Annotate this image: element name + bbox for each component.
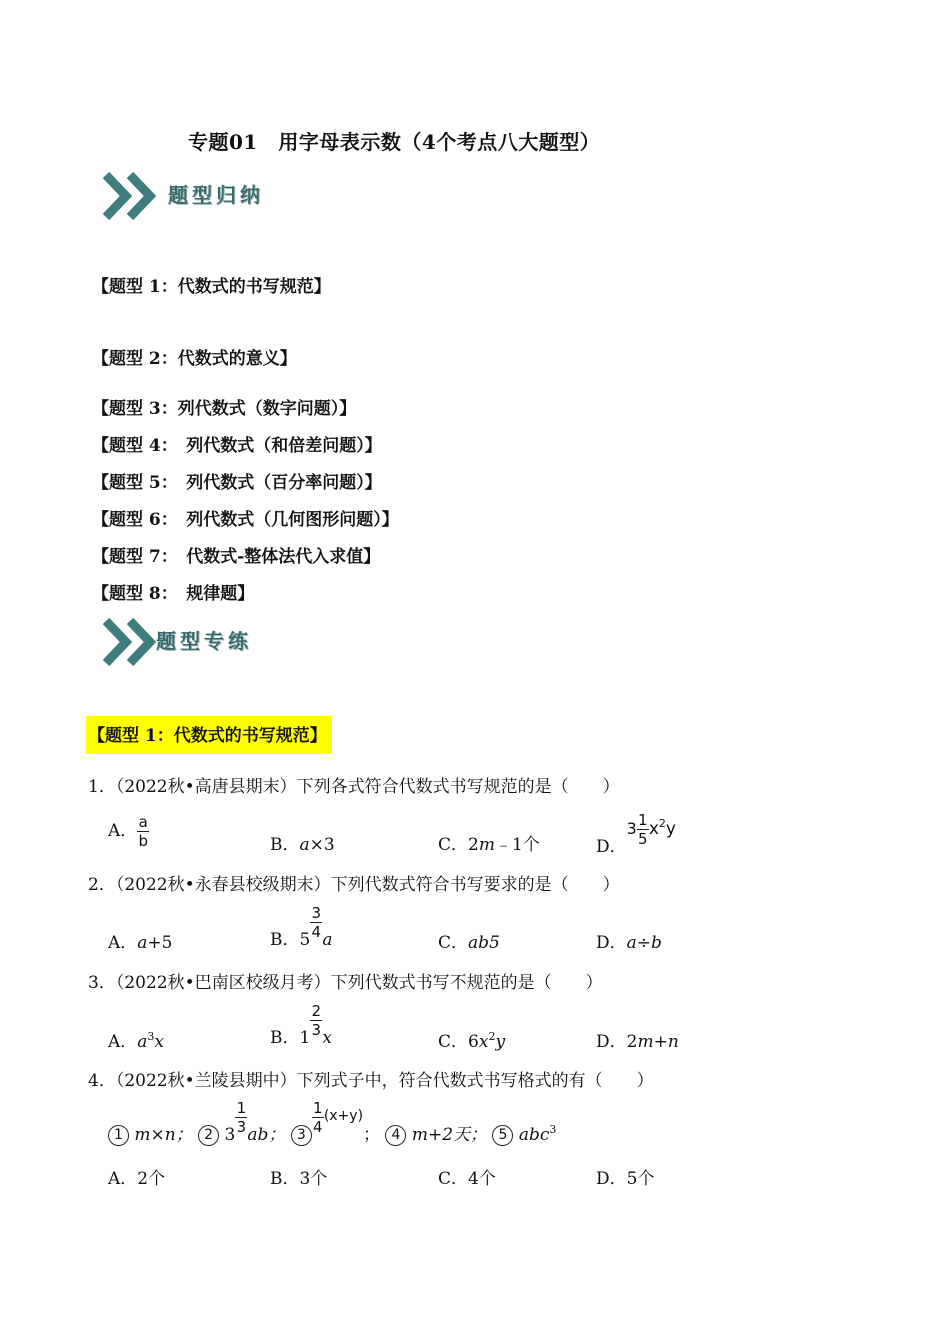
variable: a	[322, 930, 333, 950]
q3-option-d[interactable]	[596, 1027, 679, 1052]
section-banner-summary	[100, 170, 300, 224]
exponent: 3	[549, 1123, 557, 1136]
q2-option-a[interactable]	[108, 928, 172, 953]
numerator: 1	[313, 1099, 323, 1117]
variable: x	[322, 1028, 332, 1048]
variable: m	[478, 835, 495, 855]
whole-number: 1	[299, 1028, 311, 1048]
option-label: D．	[596, 837, 627, 857]
q1-option-b[interactable]	[270, 830, 335, 855]
option-label: C．	[438, 1032, 469, 1052]
variable: a	[137, 933, 148, 953]
circled-number-5: 5	[492, 1125, 513, 1146]
fraction	[310, 905, 322, 940]
numerator: 3	[311, 904, 322, 922]
toc-item-4[interactable]: 【题型 4： 列代数式（和倍差问题）】	[92, 436, 382, 456]
fraction	[312, 1100, 324, 1135]
numerator: 2	[311, 1002, 322, 1020]
option-label: D．	[596, 1032, 627, 1052]
q1-option-a[interactable]	[108, 814, 149, 849]
q1-option-c[interactable]	[438, 830, 540, 855]
denominator: 3	[236, 1118, 247, 1136]
banner-practice-text: 题型专练	[156, 629, 252, 653]
item-4-expression: m+2天；	[411, 1125, 488, 1145]
fraction	[637, 812, 649, 847]
section-heading-1	[86, 721, 332, 746]
q3-option-c[interactable]	[438, 1027, 505, 1052]
exponent: 2	[658, 817, 666, 830]
page-title: 专题01 用字母表示数（4个考点八大题型）	[188, 130, 601, 154]
q3-option-b[interactable]	[270, 1002, 332, 1048]
toc-item-2[interactable]: 【题型 2：代数式的意义】	[92, 349, 297, 369]
q2-option-b[interactable]	[270, 904, 333, 950]
toc-item-1[interactable]: 【题型 1：代数式的书写规范】	[92, 277, 331, 297]
item-3-expression: (x+y)	[323, 1108, 364, 1124]
whole-number: 5	[299, 930, 311, 950]
toc-item-8[interactable]: 【题型 8： 规律题】	[92, 584, 255, 604]
banner-summary-text: 题型归纳	[168, 183, 264, 207]
expression: ﹣1个	[494, 835, 540, 855]
fraction	[137, 814, 149, 849]
variable: y	[495, 1032, 506, 1052]
q4-items	[108, 1099, 557, 1145]
q1-option-d[interactable]	[596, 811, 676, 857]
q4-option-c[interactable]: C．4个	[438, 1169, 496, 1189]
circled-number-4: 4	[385, 1125, 406, 1146]
variable: y	[665, 819, 676, 839]
question-1-stem: 1．（2022秋•高唐县期末）下列各式符合代数式书写规范的是（ ）	[88, 777, 620, 797]
numerator: 1	[638, 811, 648, 829]
exponent: 3	[147, 1030, 155, 1043]
variable: m	[637, 1032, 654, 1052]
question-2-stem: 2．（2022秋•永春县校级期末）下列代数式符合书写要求的是（ ）	[88, 875, 620, 895]
whole-number: 3	[224, 1125, 236, 1145]
fraction	[310, 1003, 322, 1038]
denominator: 4	[313, 1118, 323, 1136]
variable: n	[667, 1032, 679, 1052]
q3-option-a[interactable]	[108, 1027, 164, 1052]
denominator: 4	[311, 923, 322, 941]
denominator: b	[138, 832, 149, 850]
option-label: B．	[270, 930, 300, 950]
expression: +5	[147, 933, 173, 953]
option-label: B．	[270, 835, 300, 855]
double-chevron-icon	[100, 170, 164, 224]
variable: x	[478, 1032, 489, 1052]
circled-number-3: 3	[291, 1125, 312, 1146]
whole-number: 3	[626, 819, 637, 838]
coefficient: 2	[626, 1032, 638, 1052]
separator: ；	[363, 1125, 381, 1145]
item-5-expression: abc	[518, 1125, 550, 1145]
operator: +	[653, 1032, 668, 1052]
variable: a	[137, 1032, 148, 1052]
toc-item-5[interactable]: 【题型 5： 列代数式（百分率问题）】	[92, 473, 382, 493]
toc-item-7[interactable]: 【题型 7： 代数式-整体法代入求值】	[92, 547, 381, 567]
option-label: A．	[108, 933, 138, 953]
fraction	[235, 1100, 247, 1135]
double-chevron-icon	[100, 616, 164, 670]
toc-item-6[interactable]: 【题型 6： 列代数式（几何图形问题）】	[92, 510, 399, 530]
section-banner-practice	[100, 616, 300, 670]
circled-number-2: 2	[198, 1125, 219, 1146]
expression: ab5	[468, 933, 500, 953]
q2-option-d[interactable]	[596, 928, 662, 953]
coefficient: 2	[468, 835, 479, 855]
option-label: B．	[270, 1028, 300, 1048]
denominator: 5	[638, 830, 648, 848]
expression: ×3	[309, 835, 335, 855]
q4-option-a[interactable]: A．2个	[108, 1169, 166, 1189]
question-4-stem: 4．（2022秋•兰陵县期中）下列式子中，符合代数式书写格式的有（ ）	[88, 1071, 654, 1091]
variable: x	[648, 819, 659, 839]
question-3-stem: 3．（2022秋•巴南区校级月考）下列代数式书写不规范的是（ ）	[88, 973, 603, 993]
numerator: a	[138, 813, 148, 831]
numerator: 1	[236, 1099, 247, 1117]
option-label: C．	[438, 835, 469, 855]
item-1-expression: m×n；	[134, 1125, 193, 1145]
expression: a÷b	[626, 933, 662, 953]
item-2-expression: ab；	[247, 1125, 286, 1145]
variable: a	[299, 835, 310, 855]
q2-option-c[interactable]	[438, 928, 500, 953]
denominator: 3	[311, 1021, 322, 1039]
variable: x	[154, 1032, 165, 1052]
option-label: A．	[108, 1032, 138, 1052]
option-label: D．	[596, 933, 627, 953]
toc-item-3[interactable]: 【题型 3：列代数式（数字问题）】	[92, 399, 357, 419]
option-label: C．	[438, 933, 469, 953]
circled-number-1: 1	[108, 1125, 129, 1146]
exponent: 2	[488, 1030, 496, 1043]
option-label: A．	[108, 821, 138, 841]
q4-option-d[interactable]: D．5个	[596, 1169, 655, 1189]
q4-option-b[interactable]: B．3个	[270, 1169, 328, 1189]
coefficient: 6	[468, 1032, 479, 1052]
section-heading-1-text: 【题型 1：代数式的书写规范】	[86, 716, 332, 754]
